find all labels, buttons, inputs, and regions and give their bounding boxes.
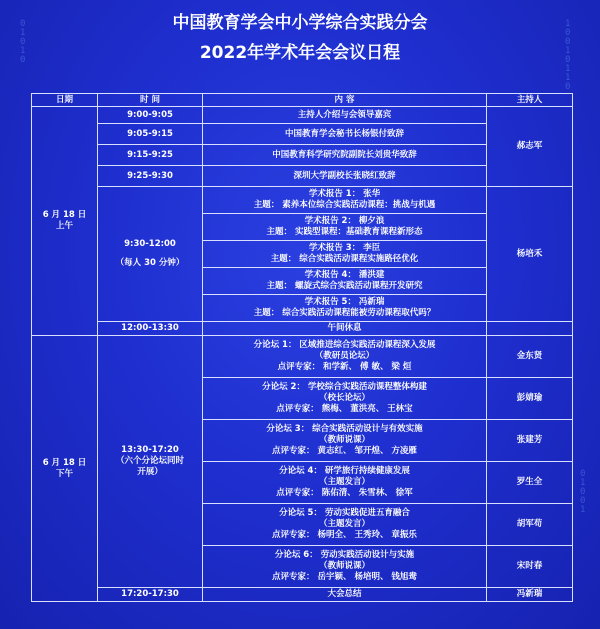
content-cell: 主持人介绍与会领导嘉宾 bbox=[203, 107, 487, 124]
period-label: 下午 bbox=[55, 468, 73, 479]
morning-date-cell bbox=[32, 107, 98, 336]
time-note: （六个分论坛同时 bbox=[115, 456, 184, 466]
forum-title: 分论坛 2： 学校综合实践活动课程整体构建 bbox=[262, 382, 427, 392]
period-label: 上午 bbox=[55, 221, 73, 231]
report-speaker: 学术报告 4： 潘洪建 bbox=[304, 270, 385, 280]
afternoon-date-cell bbox=[32, 336, 98, 602]
forum-row bbox=[32, 336, 573, 378]
host-cell: 杨培禾 bbox=[487, 187, 573, 322]
report-topic: 主题： 螺旋式综合实践活动课程开发研究 bbox=[266, 281, 423, 291]
forum-reviewers: 点评专家： 岳宇颖、 杨培明、 钱旭鸯 bbox=[272, 572, 417, 582]
forums-time-cell bbox=[98, 336, 203, 588]
forum-title: 分论坛 1： 区域推进综合实践活动课程深入发展 bbox=[253, 340, 436, 350]
forum-title: 分论坛 3： 综合实践活动设计与有效实施 bbox=[266, 424, 423, 434]
page-title: 中国教育学会中小学综合实践分会 bbox=[172, 13, 428, 33]
host-cell: 冯新瑞 bbox=[487, 588, 573, 602]
host-cell: 郝志军 bbox=[487, 107, 573, 187]
forum-cell bbox=[203, 420, 487, 462]
forum-title: 分论坛 4： 研学旅行持续健康发展 bbox=[279, 466, 410, 476]
report-cell bbox=[203, 214, 487, 241]
content-cell: 大会总结 bbox=[203, 588, 487, 602]
host-cell-empty bbox=[487, 322, 573, 336]
forum-type: （主题发言） bbox=[318, 477, 370, 487]
forum-type: （教师说课） bbox=[318, 435, 370, 445]
host-cell: 宋时春 bbox=[487, 546, 573, 588]
header-row bbox=[32, 94, 573, 107]
report-cell bbox=[203, 241, 487, 268]
time-range: 13:30-17:20 bbox=[121, 445, 179, 455]
time-cell: 9:25-9:30 bbox=[98, 166, 203, 187]
time-note: （每人 30 分钟） bbox=[115, 258, 185, 268]
time-range: 9:30-12:00 bbox=[124, 239, 176, 249]
host-cell: 罗生全 bbox=[487, 462, 573, 504]
forum-title: 分论坛 6： 劳动实践活动设计与实施 bbox=[274, 550, 415, 560]
forum-type: （教研员论坛） bbox=[314, 351, 375, 361]
date-label: 6 月 18 日 bbox=[42, 457, 87, 468]
report-topic: 主题： 素养本位综合实践活动课程：挑战与机遇 bbox=[253, 200, 436, 210]
time-cell: 9:00-9:05 bbox=[98, 107, 203, 124]
forum-type: （校长论坛） bbox=[318, 393, 370, 403]
schedule-table bbox=[31, 93, 573, 602]
forum-reviewers: 点评专家： 熊梅、 董洪亮、 王林宝 bbox=[276, 404, 413, 414]
header-time: 时 间 bbox=[98, 94, 203, 107]
forum-type: （教师说课） bbox=[318, 561, 370, 571]
report-speaker: 学术报告 3： 李臣 bbox=[308, 243, 381, 253]
content-cell: 深圳大学副校长张晓红致辞 bbox=[203, 166, 487, 187]
report-topic: 主题： 综合实践活动课程实施路径优化 bbox=[270, 254, 419, 264]
forum-reviewers: 点评专家： 黄志红、 邹开煌、 方凌雁 bbox=[272, 446, 417, 456]
forum-cell bbox=[203, 546, 487, 588]
forum-cell bbox=[203, 462, 487, 504]
host-cell: 彭婧瑜 bbox=[487, 378, 573, 420]
reports-time-cell bbox=[98, 187, 203, 322]
decorative-digits-right: 1 0 0 1 0 1 1 0 bbox=[565, 19, 571, 92]
time-cell: 9:15-9:25 bbox=[98, 145, 203, 166]
report-cell bbox=[203, 187, 487, 214]
report-row bbox=[32, 187, 573, 214]
host-cell: 胡军苟 bbox=[487, 504, 573, 546]
time-cell: 17:20-17:30 bbox=[98, 588, 203, 602]
lunch-row bbox=[32, 322, 573, 336]
report-speaker: 学术报告 5： 冯新瑞 bbox=[304, 297, 385, 307]
host-cell: 金东贤 bbox=[487, 336, 573, 378]
report-cell bbox=[203, 268, 487, 295]
host-cell: 张建芳 bbox=[487, 420, 573, 462]
time-cell: 12:00-13:30 bbox=[98, 322, 203, 336]
forum-cell bbox=[203, 378, 487, 420]
report-speaker: 学术报告 1： 张华 bbox=[308, 189, 381, 199]
summary-row bbox=[32, 588, 573, 602]
forum-reviewers: 点评专家： 陈佑清、 朱雪林、 徐军 bbox=[276, 488, 413, 498]
content-cell: 午间休息 bbox=[203, 322, 487, 336]
table-row bbox=[32, 107, 573, 124]
decorative-digits-right-lower: 0 1 0 0 1 bbox=[580, 469, 586, 515]
forum-title: 分论坛 5： 劳动实践促进五育融合 bbox=[279, 508, 410, 518]
forum-cell bbox=[203, 336, 487, 378]
header-host: 主持人 bbox=[487, 94, 573, 107]
report-cell bbox=[203, 295, 487, 322]
decorative-digits-left: 0 1 0 1 0 bbox=[20, 19, 26, 65]
date-label: 6 月 18 日 bbox=[42, 210, 87, 220]
report-topic: 主题： 综合实践活动课程能被劳动课程取代吗？ bbox=[253, 308, 436, 318]
page-subtitle: 2022年学术年会会议日程 bbox=[199, 43, 401, 63]
forum-reviewers: 点评专家： 和学新、 傅 敏、 梁 烜 bbox=[277, 362, 412, 372]
time-cell: 9:05-9:15 bbox=[98, 124, 203, 145]
header-content: 内 容 bbox=[203, 94, 487, 107]
forum-reviewers: 点评专家： 杨明全、 王秀玲、 章振乐 bbox=[272, 530, 417, 540]
content-cell: 中国教育学会秘书长杨银付致辞 bbox=[203, 124, 487, 145]
report-topic: 主题： 实践型课程：基础教育课程新形态 bbox=[266, 227, 423, 237]
time-note: 开展） bbox=[137, 467, 163, 477]
report-speaker: 学术报告 2： 柳夕浪 bbox=[304, 216, 385, 226]
header-date: 日期 bbox=[32, 94, 98, 107]
forum-type: （主题发言） bbox=[318, 519, 370, 529]
content-cell: 中国教育科学研究院副院长刘贵华致辞 bbox=[203, 145, 487, 166]
forum-cell bbox=[203, 504, 487, 546]
